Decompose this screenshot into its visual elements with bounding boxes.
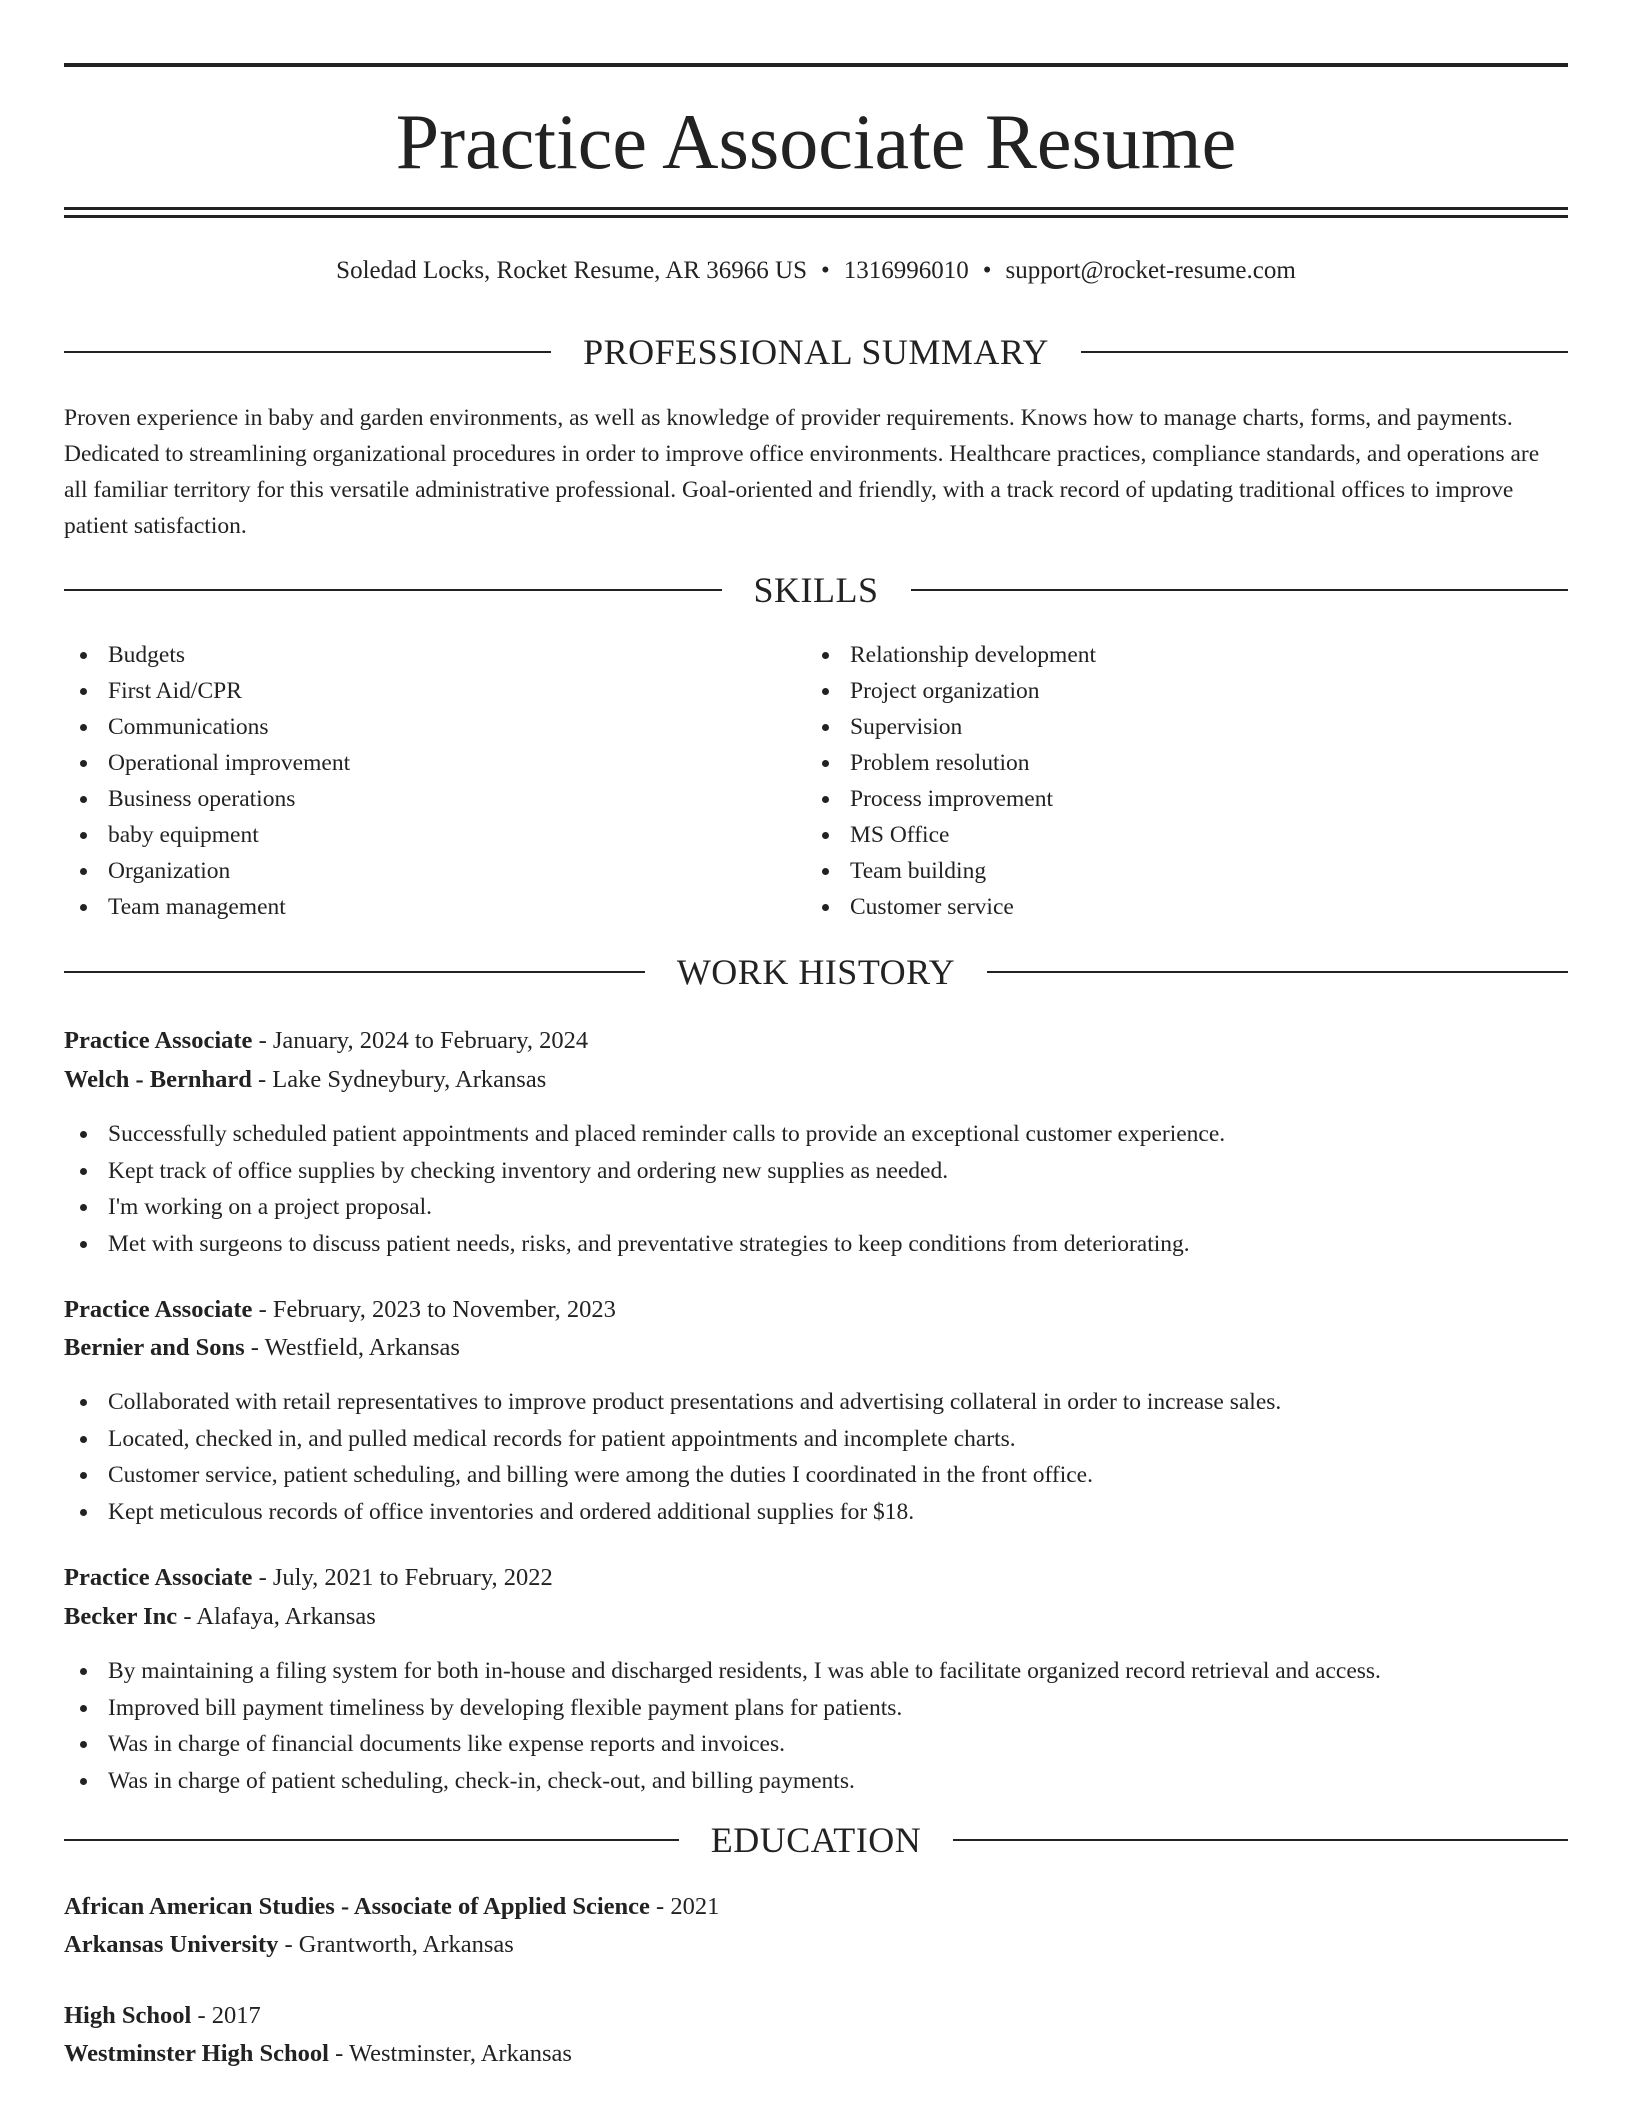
section-title: EDUCATION — [710, 1820, 922, 1860]
job-bullet: Kept meticulous records of office inventories and ordered additional supplies for $18. — [64, 1494, 1568, 1531]
section-title: WORK HISTORY — [676, 952, 956, 992]
heading-rule — [64, 589, 722, 591]
contact-separator: • — [820, 257, 830, 284]
education-degree: High School — [64, 2002, 192, 2029]
section-heading-work — [64, 950, 1568, 994]
job-bullet: Kept track of office supplies by checking inventory and ordering new supplies as needed. — [64, 1153, 1568, 1190]
title-rule-upper — [64, 207, 1568, 210]
company-location: - Lake Sydneybury, Arkansas — [257, 1066, 547, 1093]
school-location: - Grantworth, Arkansas — [284, 1931, 514, 1958]
job-company-line — [64, 1061, 1568, 1099]
job-title-line — [64, 1022, 1568, 1060]
skill-item: Business operations — [64, 781, 804, 817]
job-bullet: Was in charge of patient scheduling, check-in, check-out, and billing payments. — [64, 1763, 1568, 1800]
heading-rule — [911, 589, 1569, 591]
contact-address: Soledad Locks, Rocket Resume, AR 36966 US — [336, 257, 807, 284]
section-title: SKILLS — [753, 570, 879, 610]
education-degree-line — [64, 1997, 1568, 2035]
skill-item: Relationship development — [806, 637, 1566, 673]
skills-list-right — [806, 637, 1566, 925]
heading-rule — [64, 351, 551, 353]
job-bullets — [64, 1116, 1568, 1262]
education-year: - 2021 — [656, 1893, 720, 1920]
heading-rule — [64, 971, 645, 973]
job-title-line — [64, 1559, 1568, 1597]
job-title: Practice Associate — [64, 1296, 253, 1323]
skill-item: Problem resolution — [806, 745, 1566, 781]
contact-line — [64, 256, 1568, 286]
job-title: Practice Associate — [64, 1564, 253, 1591]
skill-item: Team building — [806, 853, 1566, 889]
top-rule — [64, 63, 1568, 67]
job-bullet: Customer service, patient scheduling, and billing were among the duties I coordinated in the front office. — [64, 1457, 1568, 1494]
skill-item: Team management — [64, 889, 804, 925]
job-bullet: By maintaining a filing system for both in-house and discharged residents, I was able to facilitate organized record retrieval and access. — [64, 1653, 1568, 1690]
skill-item: MS Office — [806, 817, 1566, 853]
skill-item: Organization — [64, 853, 804, 889]
company-location: - Alafaya, Arkansas — [183, 1603, 376, 1630]
heading-rule — [987, 971, 1568, 973]
school-name: Arkansas University — [64, 1931, 279, 1958]
contact-phone: 1316996010 — [843, 257, 969, 284]
section-title: PROFESSIONAL SUMMARY — [583, 332, 1049, 372]
job-title: Practice Associate — [64, 1027, 253, 1054]
education-school-line — [64, 1926, 1568, 1964]
page-title: Practice Associate Resume — [395, 98, 1237, 185]
company-name: Welch - Bernhard — [64, 1066, 252, 1093]
skill-item: baby equipment — [64, 817, 804, 853]
job-title-line — [64, 1291, 1568, 1329]
job-dates: - January, 2024 to February, 2024 — [258, 1027, 589, 1054]
skill-item: Process improvement — [806, 781, 1566, 817]
job-company-line — [64, 1329, 1568, 1367]
job-bullets — [64, 1384, 1568, 1530]
job-company-line — [64, 1598, 1568, 1636]
section-heading-education — [64, 1818, 1568, 1862]
skills-list-left — [64, 637, 804, 925]
education-degree-line — [64, 1888, 1568, 1926]
job-dates: - July, 2021 to February, 2022 — [258, 1564, 553, 1591]
skill-item: Project organization — [806, 673, 1566, 709]
skill-item: Operational improvement — [64, 745, 804, 781]
company-name: Bernier and Sons — [64, 1334, 245, 1361]
job-bullet: Located, checked in, and pulled medical records for patient appointments and incomplete charts. — [64, 1421, 1568, 1458]
job-dates: - February, 2023 to November, 2023 — [258, 1296, 616, 1323]
contact-separator: • — [982, 257, 992, 284]
school-name: Westminster High School — [64, 2040, 329, 2067]
summary-text: Proven experience in baby and garden environments, as well as knowledge of provider requirements. Knows how to manage charts, forms, and payments. Dedicated to streamlining organizational procedures in order to improve office environments. Healthcare practices, compliance standards, and operations are all familiar territory for this versatile administrative professional. Goal-oriented and friendly, with a track record of updating traditional offices to improve patient satisfaction. — [64, 405, 1540, 539]
job-bullet: Improved bill payment timeliness by developing flexible payment plans for patients. — [64, 1690, 1568, 1727]
job-bullet: I'm working on a project proposal. — [64, 1189, 1568, 1226]
education-degree: African American Studies - Associate of Applied Science — [64, 1893, 650, 1920]
company-location: - Westfield, Arkansas — [250, 1334, 460, 1361]
section-heading-summary — [64, 330, 1568, 374]
job-bullet: Met with surgeons to discuss patient needs, risks, and preventative strategies to keep conditions from deteriorating. — [64, 1226, 1568, 1263]
skill-item: Communications — [64, 709, 804, 745]
skill-item: Customer service — [806, 889, 1566, 925]
job-bullets — [64, 1653, 1568, 1799]
education-school-line — [64, 2035, 1568, 2073]
title-rule-lower — [64, 215, 1568, 218]
education-year: - 2017 — [197, 2002, 261, 2029]
heading-rule — [1081, 351, 1568, 353]
skill-item: Budgets — [64, 637, 804, 673]
job-bullet: Collaborated with retail representatives to improve product presentations and advertising collateral in order to increase sales. — [64, 1384, 1568, 1421]
company-name: Becker Inc — [64, 1603, 178, 1630]
heading-rule — [953, 1839, 1568, 1841]
contact-email: support@rocket-resume.com — [1005, 257, 1296, 284]
heading-rule — [64, 1839, 679, 1841]
skill-item: Supervision — [806, 709, 1566, 745]
school-location: - Westminster, Arkansas — [335, 2040, 572, 2067]
job-bullet: Successfully scheduled patient appointments and placed reminder calls to provide an exceptional customer experience. — [64, 1116, 1568, 1153]
section-heading-skills — [64, 568, 1568, 612]
job-bullet: Was in charge of financial documents like expense reports and invoices. — [64, 1726, 1568, 1763]
skill-item: First Aid/CPR — [64, 673, 804, 709]
